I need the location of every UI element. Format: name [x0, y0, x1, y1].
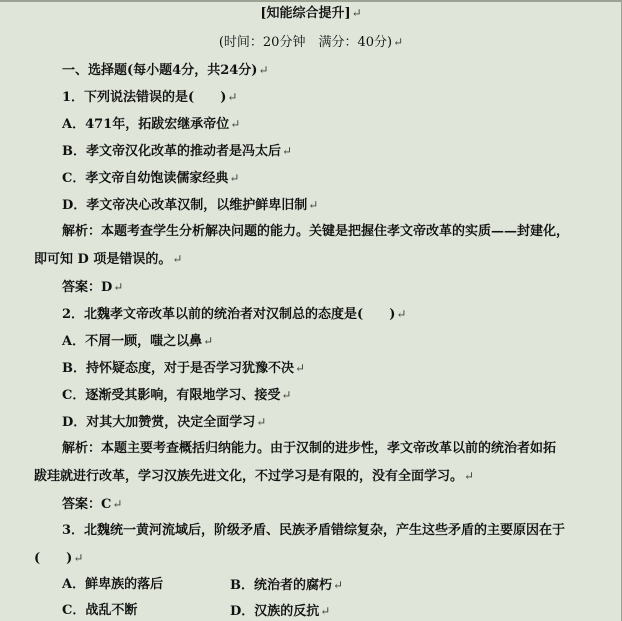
- question-1-option-d: D．孝文帝决心改革汉制，以维护鲜卑旧制↵: [62, 198, 319, 213]
- question-1-option-a: A．471年，拓跋宏继承帝位↵: [62, 117, 241, 132]
- question-3-stem-cont: ( )↵: [34, 551, 84, 566]
- question-2-option-d: D．对其大加赞赏，决定全面学习↵: [62, 415, 267, 430]
- question-2-analysis: 解析：本题主要考查概括归纳能力。由于汉制的进步性，孝文帝改革以前的统治者如拓: [62, 441, 557, 456]
- question-2-option-a: A．不屑一顾，嗤之以鼻↵: [62, 334, 214, 349]
- question-1-answer: 答案：D↵: [62, 280, 124, 295]
- question-3-stem: 3．北魏统一黄河流域后，阶级矛盾、民族矛盾错综复杂，产生这些矛盾的主要原因在于: [62, 523, 566, 538]
- question-3-option-d: D．汉族的反抗↵: [230, 604, 331, 619]
- question-1-stem: 1．下列说法错误的是( )↵: [62, 90, 238, 105]
- question-2-option-c: C．逐渐受其影响，有限地学习、接受↵: [62, 388, 292, 403]
- question-2-analysis-cont: 跋珪就进行改革，学习汉族先进文化，不过学习是有限的，没有全面学习。↵: [34, 469, 475, 484]
- question-1-analysis-cont: 即可知 D 项是错误的。↵: [34, 252, 183, 267]
- question-1-option-c: C．孝文帝自幼饱读儒家经典↵: [62, 171, 240, 186]
- question-3-option-c: C．战乱不断: [62, 603, 138, 618]
- section-title: [知能综合提升]↵: [260, 6, 362, 21]
- question-1-option-b: B．孝文帝汉化改革的推动者是冯太后↵: [62, 144, 293, 159]
- question-2-answer: 答案：C↵: [62, 497, 123, 512]
- question-2-option-b: B．持怀疑态度，对于是否学习犹豫不决↵: [62, 361, 306, 376]
- question-3-option-a: A．鲜卑族的落后: [62, 577, 164, 592]
- section-heading: 一、选择题(每小题4分，共24分)↵: [62, 63, 269, 78]
- time-score-note: (时间：20分钟 满分：40分)↵: [218, 35, 404, 50]
- question-1-analysis: 解析：本题考查学生分析解决问题的能力。关键是把握住孝文帝改革的实质——封建化，: [62, 224, 570, 239]
- question-3-option-b: B．统治者的腐朽↵: [230, 578, 344, 593]
- question-2-stem: 2．北魏孝文帝改革以前的统治者对汉制总的态度是( )↵: [62, 307, 407, 322]
